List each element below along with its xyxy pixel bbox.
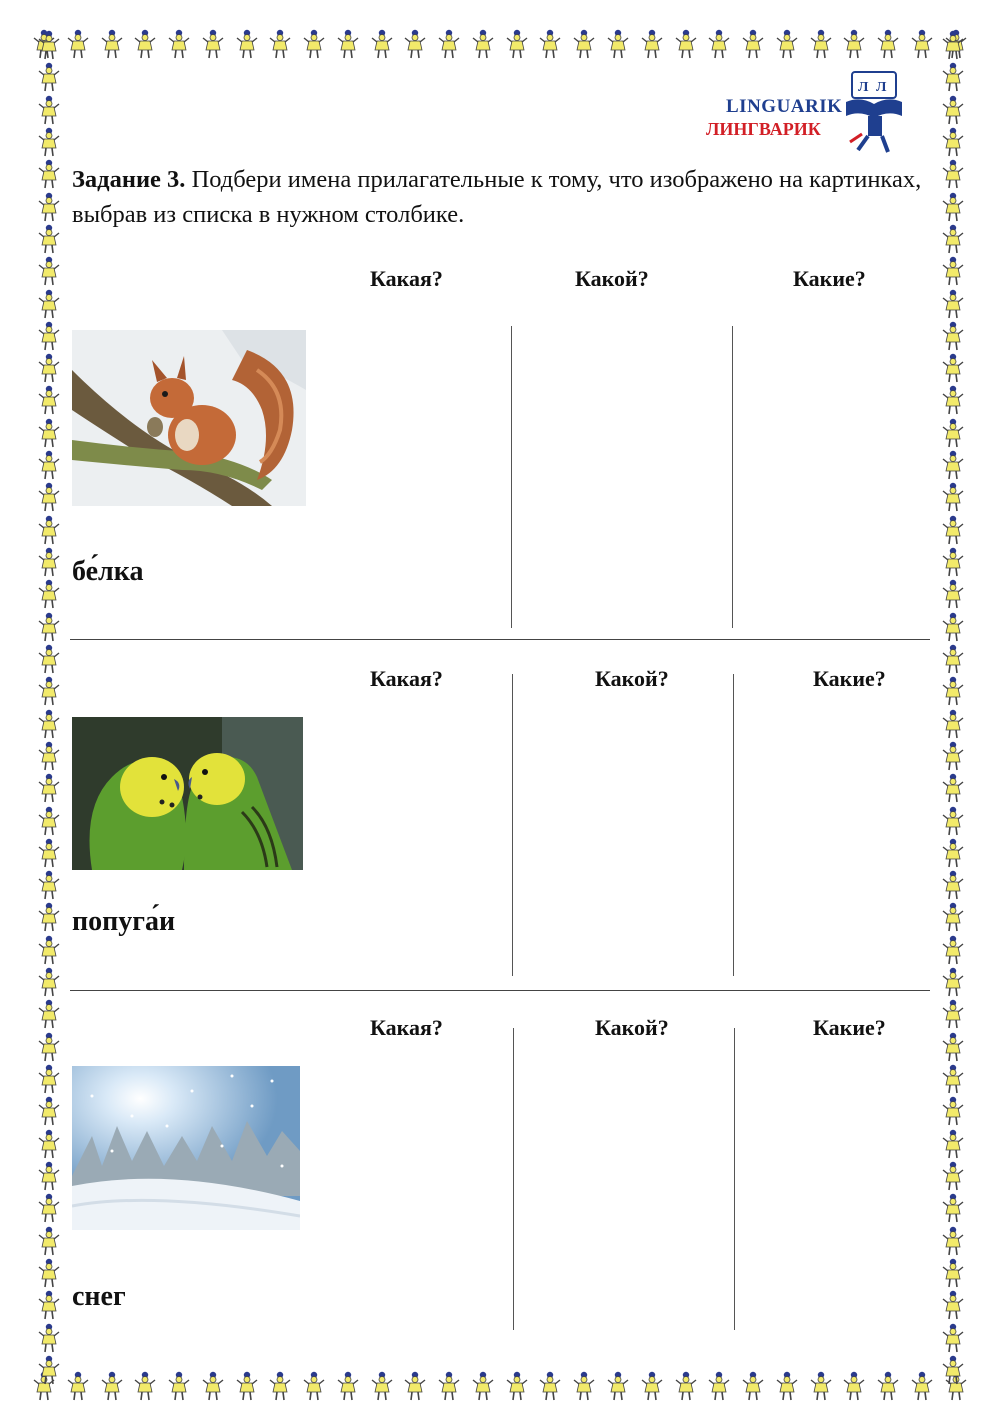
snow-photo [72, 1066, 300, 1230]
border-figure-icon [941, 127, 965, 157]
border-figure-icon [941, 515, 965, 545]
border-figure-icon [100, 1371, 124, 1401]
border-figure-icon [941, 321, 965, 351]
border-figure-icon [941, 353, 965, 383]
header-kakaya: Какая? [370, 266, 443, 291]
column-divider [512, 674, 513, 976]
border-figure-icon [741, 29, 765, 59]
border-figure-icon [941, 62, 965, 92]
border-figure-icon [941, 256, 965, 286]
border-figure-icon [941, 1032, 965, 1062]
border-figure-icon [941, 709, 965, 739]
column-divider [513, 1028, 514, 1330]
border-figure-icon [37, 709, 61, 739]
border-figure-icon [37, 1032, 61, 1062]
border-figure-icon [336, 29, 360, 59]
border-figure-icon [201, 1371, 225, 1401]
border-figure-icon [37, 1129, 61, 1159]
border-figure-icon [268, 1371, 292, 1401]
border-figure-icon [941, 1355, 965, 1385]
section-divider [70, 639, 930, 640]
border-figure-icon [37, 1323, 61, 1353]
border-figure-icon [235, 1371, 259, 1401]
border-figure-icon [876, 1371, 900, 1401]
left-border [34, 30, 64, 1385]
border-figure-icon [37, 612, 61, 642]
border-figure-icon [741, 1371, 765, 1401]
border-figure-icon [941, 1323, 965, 1353]
border-figure-icon [941, 741, 965, 771]
border-figure-icon [37, 127, 61, 157]
border-figure-icon [471, 1371, 495, 1401]
border-figure-icon [37, 967, 61, 997]
border-figure-icon [941, 676, 965, 706]
border-figure-icon [37, 192, 61, 222]
border-figure-icon [37, 579, 61, 609]
border-figure-icon [674, 29, 698, 59]
border-figure-icon [37, 515, 61, 545]
border-figure-icon [941, 1258, 965, 1288]
border-figure-icon [941, 935, 965, 965]
svg-text:Л: Л [876, 80, 887, 95]
border-figure-icon [37, 224, 61, 254]
border-figure-icon [941, 30, 965, 60]
border-figure-icon [674, 1371, 698, 1401]
border-figure-icon [37, 999, 61, 1029]
border-figure-icon [37, 741, 61, 771]
border-figure-icon [941, 644, 965, 674]
border-figure-icon [775, 1371, 799, 1401]
border-figure-icon [941, 385, 965, 415]
border-figure-icon [37, 547, 61, 577]
border-figure-icon [809, 29, 833, 59]
border-figure-icon [505, 1371, 529, 1401]
border-figure-icon [133, 29, 157, 59]
border-figure-icon [941, 418, 965, 448]
border-figure-icon [941, 870, 965, 900]
border-figure-icon [37, 1064, 61, 1094]
right-border [938, 30, 968, 1385]
border-figure-icon [268, 29, 292, 59]
border-figure-icon [809, 1371, 833, 1401]
border-figure-icon [437, 29, 461, 59]
border-figure-icon [403, 1371, 427, 1401]
border-figure-icon [37, 289, 61, 319]
column-divider [734, 1028, 735, 1330]
border-figure-icon [37, 95, 61, 125]
border-figure-icon [37, 1258, 61, 1288]
border-figure-icon [66, 29, 90, 59]
border-figure-icon [37, 159, 61, 189]
column-divider [511, 326, 512, 628]
border-figure-icon [37, 321, 61, 351]
logo-book-icon [842, 70, 906, 158]
border-figure-icon [37, 418, 61, 448]
header-kakaya: Какая? [370, 1015, 443, 1040]
border-figure-icon [37, 482, 61, 512]
border-figure-icon [133, 1371, 157, 1401]
linguarik-logo [702, 70, 907, 160]
word-parrots: попуга́и [72, 906, 176, 937]
border-figure-icon [370, 29, 394, 59]
border-figure-icon [167, 1371, 191, 1401]
border-figure-icon [941, 999, 965, 1029]
column-divider [732, 326, 733, 628]
border-figure-icon [941, 450, 965, 480]
header-kakie: Какие? [813, 666, 886, 691]
border-figure-icon [37, 450, 61, 480]
border-figure-icon [167, 29, 191, 59]
word-snow: снег [72, 1281, 126, 1312]
border-figure-icon [37, 902, 61, 932]
parrots-photo [72, 717, 303, 870]
border-figure-icon [37, 385, 61, 415]
border-figure-icon [707, 29, 731, 59]
border-figure-icon [37, 1290, 61, 1320]
border-figure-icon [471, 29, 495, 59]
task-text: Подбери имена прилагательные к тому, что изображено на картинках, выбрав из списка в нужном столбике. [72, 166, 922, 228]
border-figure-icon [941, 547, 965, 577]
border-figure-icon [437, 1371, 461, 1401]
border-figure-icon [606, 29, 630, 59]
word-squirrel: бе́лка [72, 556, 144, 587]
border-figure-icon [910, 29, 934, 59]
border-figure-icon [941, 1193, 965, 1223]
border-figure-icon [403, 29, 427, 59]
border-figure-icon [941, 1064, 965, 1094]
border-figure-icon [842, 29, 866, 59]
squirrel-photo [72, 330, 306, 506]
header-kakoy: Какой? [575, 266, 649, 291]
logo-text-ru: ЛИНГВАРИК [706, 119, 821, 139]
header-kakaya: Какая? [370, 666, 443, 691]
border-figure-icon [37, 256, 61, 286]
border-figure-icon [37, 676, 61, 706]
border-figure-icon [37, 838, 61, 868]
border-figure-icon [37, 1161, 61, 1191]
border-figure-icon [640, 1371, 664, 1401]
border-figure-icon [37, 870, 61, 900]
border-figure-icon [876, 29, 900, 59]
border-figure-icon [37, 353, 61, 383]
bottom-border [32, 1368, 968, 1404]
border-figure-icon [201, 29, 225, 59]
border-figure-icon [37, 644, 61, 674]
border-figure-icon [37, 935, 61, 965]
border-figure-icon [941, 967, 965, 997]
border-figure-icon [37, 773, 61, 803]
border-figure-icon [606, 1371, 630, 1401]
border-figure-icon [572, 1371, 596, 1401]
border-figure-icon [336, 1371, 360, 1401]
border-figure-icon [941, 289, 965, 319]
border-figure-icon [235, 29, 259, 59]
task-instructions [72, 162, 922, 232]
border-figure-icon [941, 482, 965, 512]
border-figure-icon [302, 29, 326, 59]
border-figure-icon [941, 579, 965, 609]
border-figure-icon [37, 1226, 61, 1256]
header-kakoy: Какой? [595, 1015, 669, 1040]
logo-text-en: LINGUARIK [726, 96, 843, 117]
section-divider [70, 990, 930, 991]
border-figure-icon [910, 1371, 934, 1401]
border-figure-icon [37, 1193, 61, 1223]
border-figure-icon [302, 1371, 326, 1401]
border-figure-icon [66, 1371, 90, 1401]
border-figure-icon [505, 29, 529, 59]
header-kakie: Какие? [793, 266, 866, 291]
border-figure-icon [100, 29, 124, 59]
border-figure-icon [941, 806, 965, 836]
svg-text:Л: Л [858, 80, 869, 95]
border-figure-icon [941, 159, 965, 189]
border-figure-icon [37, 62, 61, 92]
border-figure-icon [941, 773, 965, 803]
border-figure-icon [538, 1371, 562, 1401]
border-figure-icon [941, 1161, 965, 1191]
top-border [32, 26, 968, 62]
border-figure-icon [37, 1096, 61, 1126]
border-figure-icon [707, 1371, 731, 1401]
task-label: Задание 3. [72, 166, 186, 193]
border-figure-icon [941, 838, 965, 868]
border-figure-icon [37, 30, 61, 60]
border-figure-icon [37, 806, 61, 836]
border-figure-icon [941, 1096, 965, 1126]
border-figure-icon [370, 1371, 394, 1401]
border-figure-icon [941, 1129, 965, 1159]
border-figure-icon [941, 1290, 965, 1320]
border-figure-icon [775, 29, 799, 59]
column-divider [733, 674, 734, 976]
border-figure-icon [941, 1226, 965, 1256]
border-figure-icon [941, 95, 965, 125]
border-figure-icon [572, 29, 596, 59]
border-figure-icon [941, 902, 965, 932]
border-figure-icon [941, 612, 965, 642]
header-kakoy: Какой? [595, 666, 669, 691]
border-figure-icon [538, 29, 562, 59]
border-figure-icon [941, 192, 965, 222]
border-figure-icon [941, 224, 965, 254]
border-figure-icon [640, 29, 664, 59]
header-kakie: Какие? [813, 1015, 886, 1040]
border-figure-icon [842, 1371, 866, 1401]
border-figure-icon [37, 1355, 61, 1385]
